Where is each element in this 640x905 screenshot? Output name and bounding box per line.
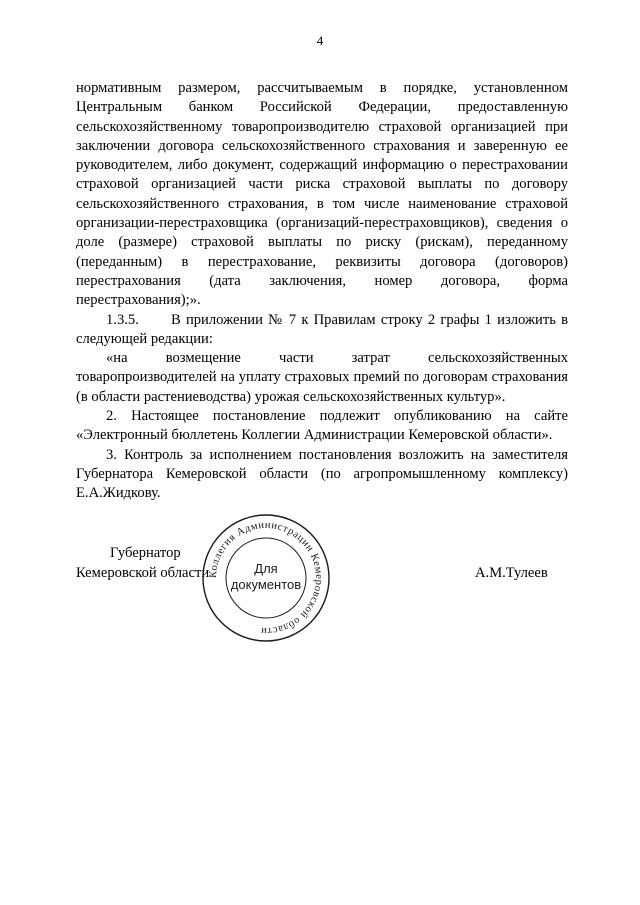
signature-name: А.М.Тулеев	[475, 565, 548, 581]
item-number-2: 2.	[106, 408, 117, 425]
stamp-center-line-1: Для	[254, 561, 278, 576]
page-number: 4	[316, 33, 324, 48]
paragraph-item-3	[76, 446, 568, 504]
paragraph-item-3-text: Контроль за исполнением постановления возложить на заместителя Губернатора Кемеровской области (по агропромышленному комплексу) Е.А.Жидкову.	[76, 446, 568, 502]
paragraph-quote: «на возмещение части затрат сельскохозяйственных товаропроизводителей на уплату страховых премий по договорам страхования (в области растениеводства) урожая сельскохозяйственных культур».	[76, 350, 568, 405]
paragraph-1-3-5	[76, 311, 568, 350]
stamp-ring-text: Коллегия Администрации Кемеровской области	[207, 519, 325, 637]
paragraph-1-3-5-text: В приложении № 7 к Правилам строку 2 графы 1 изложить в следующей редакции:	[76, 311, 568, 347]
official-stamp	[200, 512, 332, 644]
paragraph-continuation: нормативным размером, рассчитываемым в порядке, установленном Центральным банком Российской Федерации, предоставленную сельскохозяйственному товаропроизводителю страховой организацией при заключении договора сельскохозяйственного страхования и заверенную ее руководителем, либо документ, содержащий информацию о перестраховании страховой организацией части риска страховой выплаты по договору сельскохозяйственного страхования, в том числе наименование страховой организации-перестраховщика (организаций-перестраховщиков), сведения о доле (размере) страховой выплаты по риску (рискам), переданному (переданным) в перестрахование, реквизиты договора (договоров) перестрахования (дата заключения, номер договора, форма перестрахования);».	[76, 80, 568, 309]
item-number-3: 3.	[106, 446, 117, 463]
signature-title: Губернатор	[110, 545, 181, 561]
item-number-1-3-5: 1.3.5.	[106, 311, 139, 328]
signature-organization: Кемеровской области	[76, 565, 210, 581]
stamp-center-line-2: документов	[230, 577, 302, 592]
document-body	[76, 79, 568, 504]
paragraph-item-2-text: Настоящее постановление подлежит опубликованию на сайте «Электронный бюллетень Коллегии Администрации Кемеровской области».	[76, 408, 568, 444]
paragraph-item-2	[76, 407, 568, 446]
